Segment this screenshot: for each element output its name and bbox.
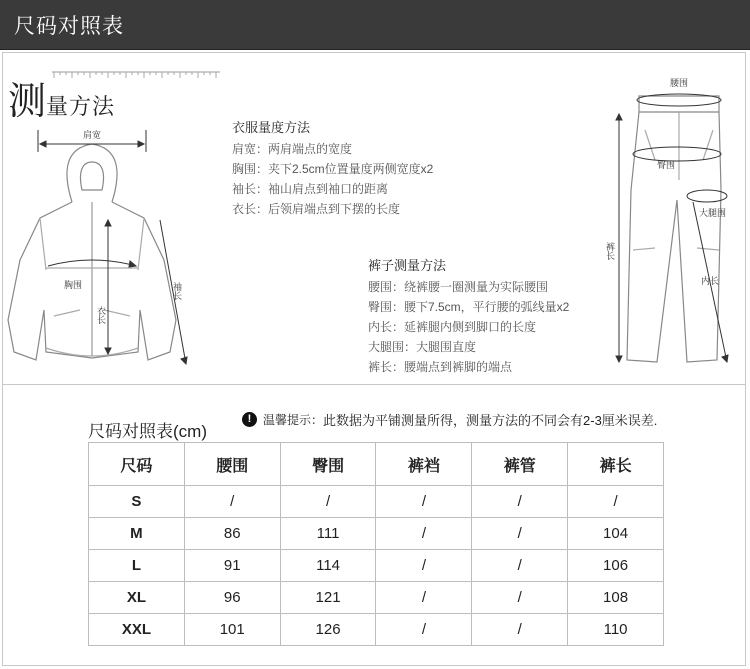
cell: /: [376, 550, 472, 582]
cell: XXL: [89, 614, 185, 646]
header-bar: [0, 0, 750, 50]
cell: /: [568, 486, 664, 518]
clothing-line-shoulder: 肩宽：两肩端点的宽度: [232, 142, 353, 156]
col-header-hip: 臀围: [280, 443, 376, 486]
ruler-decoration: [52, 70, 220, 84]
col-header-crotch: 裤裆: [376, 443, 472, 486]
col-header-length: 裤长: [568, 443, 664, 486]
pants-waist-label: 腰围: [669, 79, 689, 89]
cell: /: [376, 614, 472, 646]
pants-thigh-label: 大腿围: [699, 209, 727, 219]
pants-inseam-label: 内长: [701, 277, 720, 287]
pants-method-heading: 裤子测量方法: [368, 258, 447, 273]
measure-title-rest: 量方法: [46, 94, 116, 119]
cell: /: [472, 582, 568, 614]
cell: M: [89, 518, 185, 550]
cell: 101: [184, 614, 280, 646]
table-row: [89, 614, 664, 646]
cell: 108: [568, 582, 664, 614]
pants-length-label: 裤长: [604, 242, 614, 260]
cell: 114: [280, 550, 376, 582]
cell: /: [472, 614, 568, 646]
clothing-method-heading: 衣服量度方法: [232, 120, 311, 135]
pants-line-length: 裤长：腰端点到裤脚的端点: [368, 360, 513, 374]
cell: 111: [280, 518, 376, 550]
size-table-title: 尺码对照表(cm): [88, 422, 207, 441]
col-header-leg-opening: 裤管: [472, 443, 568, 486]
cell: /: [472, 486, 568, 518]
header-title: 尺码对照表: [14, 15, 124, 38]
notice-text: 此数据为平铺测量所得，测量方法的不同会有2-3厘米误差.: [323, 413, 658, 428]
jacket-diagram: [0, 120, 215, 380]
warning-icon: !: [242, 412, 257, 427]
pants-hip-label: 臀围: [657, 161, 676, 171]
cell: /: [376, 582, 472, 614]
clothing-line-chest: 胸围：夹下2.5cm位置量度两侧宽度x2: [232, 162, 434, 176]
table-row: [89, 486, 664, 518]
jacket-chest-label: 胸围: [64, 281, 83, 291]
notice-label: 温馨提示：: [263, 413, 324, 427]
pants-line-waist: 腰围：绕裤腰一圈测量为实际腰围: [368, 280, 549, 294]
col-header-waist: 腰围: [184, 443, 280, 486]
jacket-sleeve-label: 袖长: [171, 282, 181, 300]
col-header-size: 尺码: [89, 443, 185, 486]
cell: S: [89, 486, 185, 518]
cell: /: [472, 518, 568, 550]
table-row: [89, 582, 664, 614]
cell: 110: [568, 614, 664, 646]
pants-line-thigh: 大腿围：大腿围直度: [368, 340, 477, 354]
jacket-shoulder-label: 肩宽: [82, 131, 102, 141]
size-table: [88, 442, 664, 646]
table-row: [89, 518, 664, 550]
table-row: [89, 550, 664, 582]
section-divider: [2, 384, 746, 385]
cell: 121: [280, 582, 376, 614]
cell: 104: [568, 518, 664, 550]
cell: /: [184, 486, 280, 518]
cell: 91: [184, 550, 280, 582]
cell: 86: [184, 518, 280, 550]
cell: /: [376, 518, 472, 550]
cell: /: [472, 550, 568, 582]
cell: XL: [89, 582, 185, 614]
cell: 96: [184, 582, 280, 614]
jacket-length-label: 衣长: [95, 306, 105, 324]
cell: 106: [568, 550, 664, 582]
pants-diagram: [595, 70, 745, 380]
measure-title-big-char: 测: [8, 81, 47, 123]
clothing-line-length: 衣长：后领肩端点到下摆的长度: [232, 202, 401, 216]
clothing-line-sleeve: 袖长：袖山肩点到袖口的距离: [232, 182, 389, 196]
cell: 126: [280, 614, 376, 646]
cell: /: [376, 486, 472, 518]
cell: L: [89, 550, 185, 582]
cell: /: [280, 486, 376, 518]
notice: [242, 410, 657, 429]
pants-line-inseam: 内长：延裤腿内侧到脚口的长度: [368, 320, 537, 334]
pants-line-hip: 臀围：腰下7.5cm，平行腰的弧线量x2: [368, 300, 570, 314]
table-header-row: [89, 443, 664, 486]
